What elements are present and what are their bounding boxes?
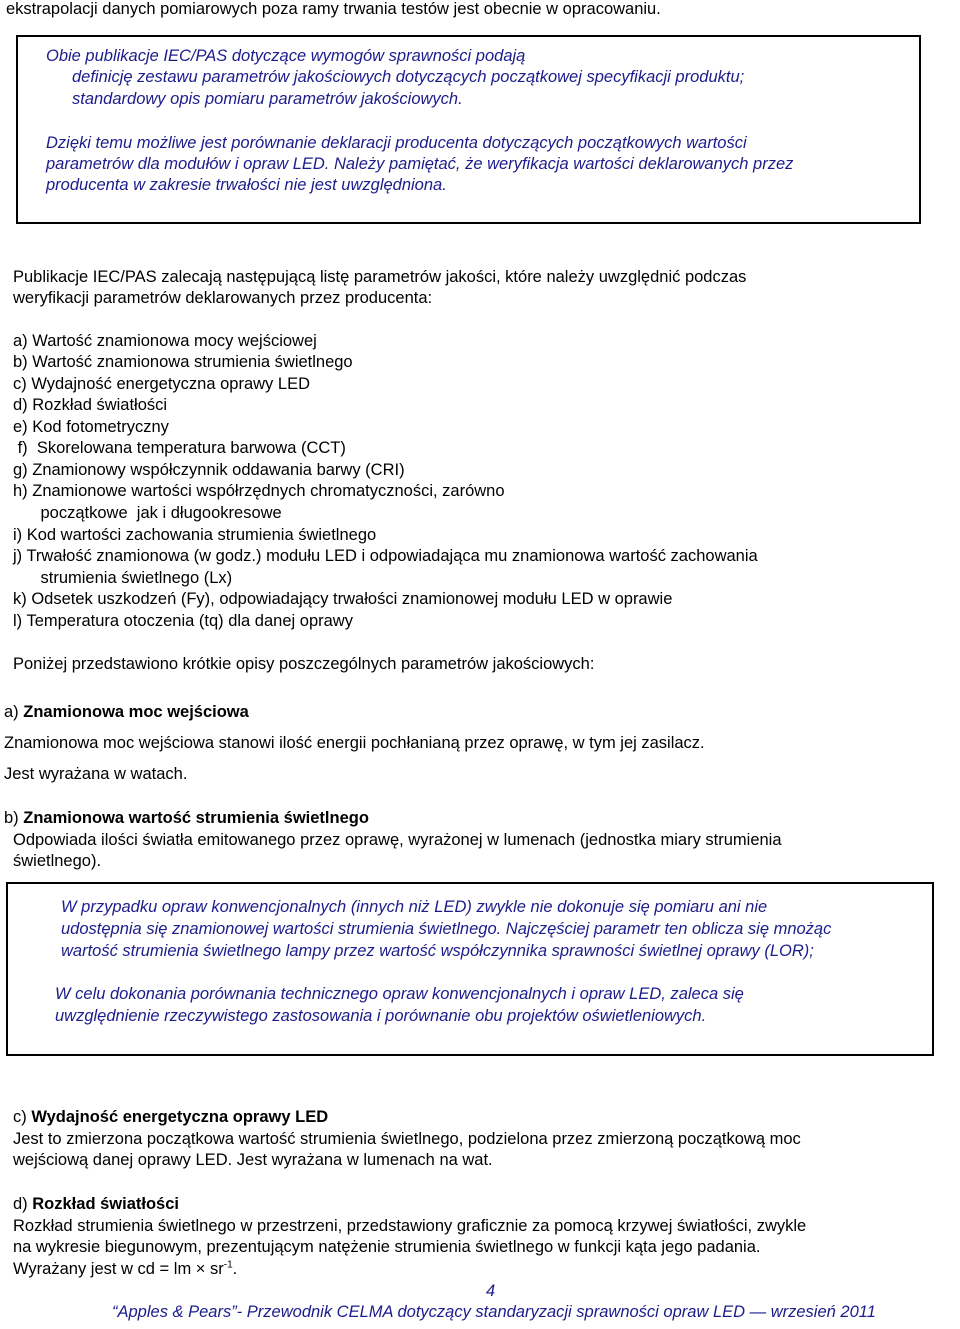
section-d-text: Wyrażany jest w cd = lm × $sr^{-1}$. bbox=[13, 1259, 238, 1278]
box1-line: Dzięki temu możliwe jest porównanie deklaracji producenta dotyczących początkowych wartości bbox=[46, 134, 747, 152]
section-d-title: Rozkład światłości bbox=[32, 1195, 179, 1213]
section-a-text: Znamionowa moc wejściowa stanowi ilość energii pochłanianą przez oprawę, w tym jej zasilacz. bbox=[4, 734, 705, 752]
section-d-text: Rozkład strumienia świetlnego w przestrzeni, przedstawiony graficznie za pomocą krzywej światłości, zwykle bbox=[13, 1217, 807, 1235]
list-item: c) Wydajność energetyczna oprawy LED bbox=[13, 375, 310, 393]
box2-line: udostępnia się znamionowej wartości strumienia świetlnego. Najczęściej parametr ten oblicza się mnożąc bbox=[61, 920, 832, 938]
list-item: i) Kod wartości zachowania strumienia świetlnego bbox=[13, 526, 377, 544]
list-item: d) Rozkład światłości bbox=[13, 396, 168, 414]
page-number: 4 bbox=[486, 1282, 496, 1300]
section-a-text: Jest wyrażana w watach. bbox=[4, 765, 188, 783]
box1-line: parametrów dla modułów i opraw LED. Należy pamiętać, że weryfikacja wartości deklarowanych przez bbox=[46, 155, 794, 173]
list-item: strumienia świetlnego (Lx) bbox=[13, 569, 233, 587]
list-item: a) Wartość znamionowa mocy wejściowej bbox=[13, 332, 317, 350]
box1-line: definicję zestawu parametrów jakościowych dotyczących początkowej specyfikacji produktu; bbox=[72, 68, 745, 86]
list-item: początkowe jak i długookresowe bbox=[13, 504, 282, 522]
box1-line: producenta w zakresie trwałości nie jest uwzględniona. bbox=[46, 176, 447, 194]
section-c-heading: c) Wydajność energetyczna oprawy LED bbox=[13, 1108, 329, 1126]
box2-line: wartość strumienia świetlnego lampy przez wartość współczynnika sprawności świetlnej oprawy (LOR); bbox=[61, 942, 814, 960]
section-d-heading: d) Rozkład światłości bbox=[13, 1195, 179, 1213]
section-b-text: Odpowiada ilości światła emitowanego przez oprawę, wyrażonej w lumenach (jednostka miary strumienia bbox=[13, 831, 782, 849]
intro-line: Publikacje IEC/PAS zalecają następującą listę parametrów jakości, które należy uwzględnić podczas bbox=[13, 268, 747, 286]
section-b-title: Znamionowa wartość strumienia świetlnego bbox=[23, 809, 369, 827]
section-b-heading: b) Znamionowa wartość strumienia świetlnego bbox=[4, 809, 369, 827]
list-item: h) Znamionowe wartości współrzędnych chromatyczności, zarówno bbox=[13, 482, 505, 500]
section-d-text: na wykresie biegunowym, prezentującym natężenie strumienia świetlnego w funkcji kąta jego padania. bbox=[13, 1238, 761, 1256]
list-item: l) Temperatura otoczenia (tq) dla danej oprawy bbox=[13, 612, 353, 630]
box2-line: W celu dokonania porównania technicznego opraw konwencjonalnych i opraw LED, zaleca się bbox=[55, 985, 744, 1003]
box1-line: standardowy opis pomiaru parametrów jakościowych. bbox=[72, 90, 463, 108]
section-c-text: Jest to zmierzona początkowa wartość strumienia świetlnego, podzielona przez zmierzoną początkową moc bbox=[13, 1130, 801, 1148]
list-item: j) Trwałość znamionowa (w godz.) modułu LED i odpowiadająca mu znamionowa wartość zachowania bbox=[13, 547, 758, 565]
section-c-text: wejściową danej oprawy LED. Jest wyrażana w lumenach na wat. bbox=[13, 1151, 493, 1169]
info-box-lor bbox=[6, 882, 934, 1056]
info-box-iec-pas bbox=[16, 35, 921, 224]
box1-line: Obie publikacje IEC/PAS dotyczące wymogów sprawności podają bbox=[46, 47, 526, 65]
box2-line: uwzględnienie rzeczywistego zastosowania i porównanie obu projektów oświetleniowych. bbox=[55, 1007, 707, 1025]
top-continuation-text: ekstrapolacji danych pomiarowych poza ramy trwania testów jest obecnie w opracowaniu. bbox=[6, 0, 661, 18]
section-c-title: Wydajność energetyczna oprawy LED bbox=[31, 1108, 329, 1126]
list-item: f) Skorelowana temperatura barwowa (CCT) bbox=[13, 439, 346, 457]
section-a-heading: a) Znamionowa moc wejściowa bbox=[4, 703, 249, 721]
section-a-title: Znamionowa moc wejściowa bbox=[23, 703, 249, 721]
descriptions-intro: Poniżej przedstawiono krótkie opisy poszczególnych parametrów jakościowych: bbox=[13, 655, 595, 673]
page-footer: “Apples & Pears”- Przewodnik CELMA dotyczący standaryzacji sprawności opraw LED — wrzesień 2011 bbox=[112, 1303, 876, 1321]
list-item: e) Kod fotometryczny bbox=[13, 418, 169, 436]
list-item: k) Odsetek uszkodzeń (Fy), odpowiadający trwałości znamionowej modułu LED w oprawie bbox=[13, 590, 673, 608]
list-item: b) Wartość znamionowa strumienia świetlnego bbox=[13, 353, 353, 371]
list-item: g) Znamionowy współczynnik oddawania barwy (CRI) bbox=[13, 461, 405, 479]
box2-line: W przypadku opraw konwencjonalnych (innych niż LED) zwykle nie dokonuje się pomiaru ani nie bbox=[61, 898, 768, 916]
section-b-text: świetlnego). bbox=[13, 852, 102, 870]
intro-line: weryfikacji parametrów deklarowanych przez producenta: bbox=[13, 289, 433, 307]
